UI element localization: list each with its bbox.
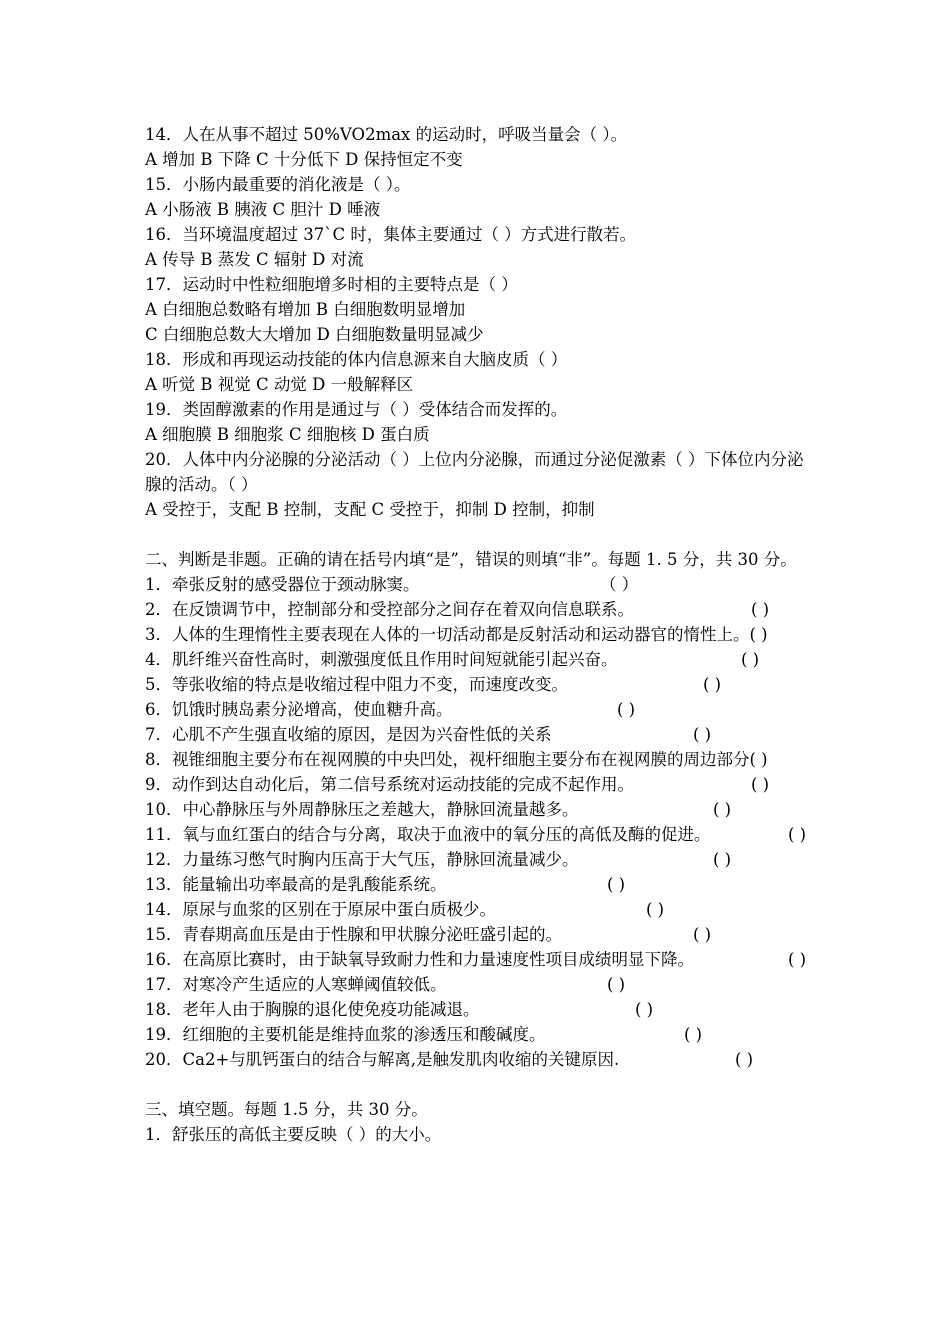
tf-item-12 (145, 847, 815, 872)
tf-item-6 (145, 697, 815, 722)
answer-paren: ( ) (693, 725, 712, 744)
options-19: A 细胞膜 B 细胞浆 C 细胞核 D 蛋白质 (145, 425, 430, 444)
answer-paren: ( ) (713, 800, 732, 819)
tf-item-text: 9．动作到达自动化后，第二信号系统对运动技能的完成不起作用。 (145, 775, 634, 794)
question-18: 18．形成和再现运动技能的体内信息源来自大脑皮质（ ） (145, 350, 568, 369)
question-15: 15．小肠内最重要的消化液是（ ）。 (145, 175, 411, 194)
tf-item-text: 8．视锥细胞主要分布在视网膜的中央凹处，视杆细胞主要分布在视网膜的周边部分( ) (145, 750, 768, 769)
exam-page (145, 122, 815, 1147)
tf-item-14 (145, 897, 815, 922)
answer-paren: ( ) (607, 875, 626, 894)
answer-paren: ( ) (751, 775, 770, 794)
tf-item-19 (145, 1022, 815, 1047)
question-14: 14．人在从事不超过 50%VO2max 的运动时，呼吸当量会（ ）。 (145, 125, 628, 144)
answer-paren: ( ) (735, 1050, 754, 1069)
options-17a: A 白细胞总数略有增加 B 白细胞数明显增加 (145, 300, 466, 319)
tf-item-7 (145, 722, 815, 747)
answer-paren: ( ) (693, 925, 712, 944)
tf-item-10 (145, 797, 815, 822)
tf-item-text: 15．青春期高血压是由于性腺和甲状腺分泌旺盛引起的。 (145, 925, 562, 944)
tf-item-5 (145, 672, 815, 697)
tf-item-text: 18．老年人由于胸腺的退化使免疫功能减退。 (145, 1000, 480, 1019)
tf-item-text: 14．原尿与血浆的区别在于原尿中蛋白质极少。 (145, 900, 496, 919)
question-20: 20．人体中内分泌腺的分泌活动（ ）上位内分泌腺，而通过分泌促激素（ ）下体位内分泌腺的活动。（ ） (145, 450, 804, 494)
answer-paren: ( ) (788, 950, 807, 969)
tf-item-text: 3．人体的生理惰性主要表现在人体的一切活动都是反射活动和运动器官的惰性上。( ) (145, 625, 768, 644)
tf-item-4 (145, 647, 815, 672)
tf-item-text: 6．饥饿时胰岛素分泌增高，使血糖升高。 (145, 700, 453, 719)
answer-paren: ( ) (635, 1000, 654, 1019)
question-16: 16．当环境温度超过 37`C 时，集体主要通过（ ）方式进行散若。 (145, 225, 637, 244)
section3-heading: 三、填空题。每题 1.5 分，共 30 分。 (145, 1100, 428, 1119)
tf-item-text: 10．中心静脉压与外周静脉压之差越大，静脉回流量越多。 (145, 800, 579, 819)
tf-item-text: 5．等张收缩的特点是收缩过程中阻力不变，而速度改变。 (145, 675, 568, 694)
answer-paren: ( ) (684, 1025, 703, 1044)
tf-item-3 (145, 622, 815, 647)
tf-item-8 (145, 747, 815, 772)
tf-item-16 (145, 947, 815, 972)
answer-paren: ( ) (713, 850, 732, 869)
tf-item-text: 19．红细胞的主要机能是维持血浆的渗透压和酸碱度。 (145, 1025, 546, 1044)
answer-paren: （ ） (600, 575, 639, 594)
options-17b: C 白细胞总数大大增加 D 白细胞数量明显减少 (145, 325, 484, 344)
tf-item-text: 4．肌纤维兴奋性高时，刺激强度低且作用时间短就能引起兴奋。 (145, 650, 618, 669)
options-15: A 小肠液 B 胰液 C 胆汁 D 唾液 (145, 200, 381, 219)
options-20: A 受控于，支配 B 控制，支配 C 受控于，抑制 D 控制，抑制 (145, 500, 595, 519)
tf-item-15 (145, 922, 815, 947)
tf-item-text: 13．能量输出功率最高的是乳酸能系统。 (145, 875, 447, 894)
tf-item-text: 20．Ca2+与肌钙蛋白的结合与解离,是触发肌肉收缩的关键原因. (145, 1050, 620, 1069)
tf-item-text: 16．在高原比赛时，由于缺氧导致耐力性和力量速度性项目成绩明显下降。 (145, 950, 694, 969)
options-16: A 传导 B 蒸发 C 辐射 D 对流 (145, 250, 364, 269)
tf-item-text: 11．氧与血红蛋白的结合与分离，取决于血液中的氧分压的高低及酶的促进。 (145, 825, 711, 844)
options-18: A 听觉 B 视觉 C 动觉 D 一般解释区 (145, 375, 414, 394)
tf-item-text: 17．对寒冷产生适应的人寒蝉阈值较低。 (145, 975, 447, 994)
tf-item-13 (145, 872, 815, 897)
answer-paren: ( ) (607, 975, 626, 994)
answer-paren: ( ) (788, 825, 807, 844)
section-gap (145, 1072, 815, 1097)
answer-paren: ( ) (751, 600, 770, 619)
tf-item-11 (145, 822, 815, 847)
answer-paren: ( ) (617, 700, 636, 719)
section-gap (145, 522, 815, 547)
tf-item-text: 2．在反馈调节中，控制部分和受控部分之间存在着双向信息联系。 (145, 600, 634, 619)
answer-paren: ( ) (646, 900, 665, 919)
tf-item-text: 7．心肌不产生强直收缩的原因，是因为兴奋性低的关系 (145, 725, 552, 744)
tf-item-text: 12．力量练习憋气时胸内压高于大气压，静脉回流量减少。 (145, 850, 579, 869)
tf-item-1 (145, 572, 815, 597)
tf-item-2 (145, 597, 815, 622)
tf-item-9 (145, 772, 815, 797)
answer-paren: ( ) (741, 650, 760, 669)
tf-item-20 (145, 1047, 815, 1072)
tf-item-text: 1．牵张反射的感受器位于颈动脉窦。 (145, 575, 420, 594)
tf-item-18 (145, 997, 815, 1022)
tf-item-17 (145, 972, 815, 997)
answer-paren: ( ) (703, 675, 722, 694)
section2-heading: 二、判断是非题。正确的请在括号内填“是”，错误的则填“非”。每题 1. 5 分，共 30 分。 (145, 550, 797, 569)
question-19: 19．类固醇激素的作用是通过与（ ）受体结合而发挥的。 (145, 400, 568, 419)
question-17: 17．运动时中性粒细胞增多时相的主要特点是（ ） (145, 275, 518, 294)
fill-item-1: 1．舒张压的高低主要反映（ ）的大小。 (145, 1125, 442, 1144)
options-14: A 增加 B 下降 C 十分低下 D 保持恒定不变 (145, 150, 463, 169)
